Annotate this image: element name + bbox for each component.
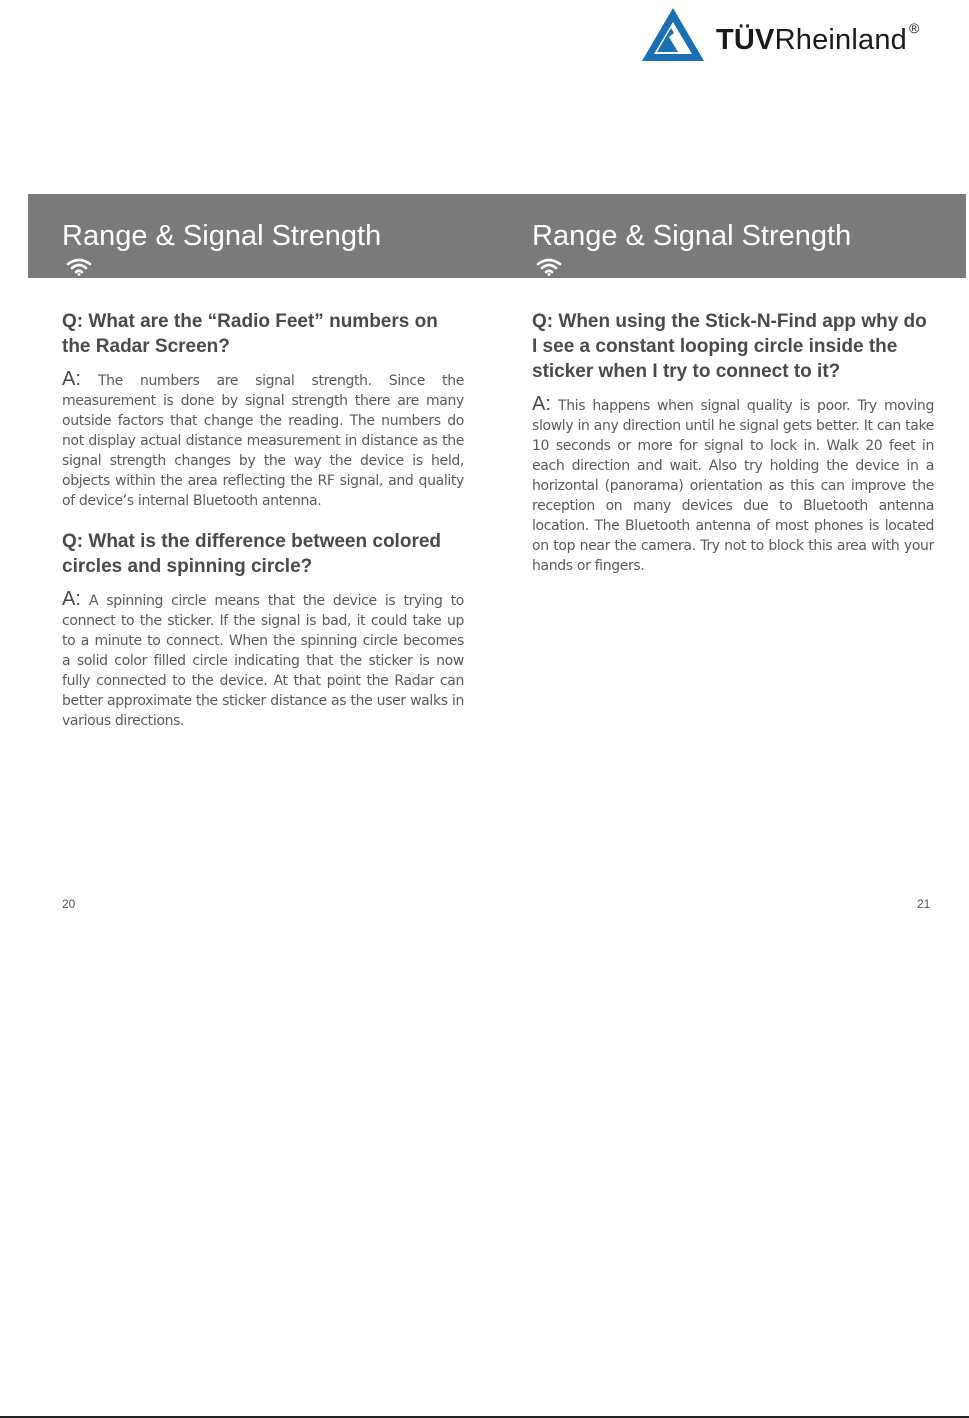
left-section-title: Range & Signal Strength [62, 220, 382, 252]
wifi-icon [66, 258, 92, 276]
logo-wordmark [716, 20, 920, 57]
logo-brand-rest: Rheinland [774, 24, 908, 56]
qa-block [62, 529, 464, 731]
qa-block [532, 309, 934, 576]
qa-block [62, 309, 464, 511]
wifi-icon [536, 258, 562, 276]
page-number-left: 20 [62, 897, 76, 911]
answer-body: This happens when signal quality is poor. Try moving slowly in any direction until he signal gets better. It can take 10 seconds or more for signal to lock in. Walk 20 feet in each direction and wait. Also try holding the device in a horizontal (panorama) orientation as this can improve the reception on many devices due to Bluetooth antenna location. The Bluetooth antenna of most phones is located on top near the camera. Try not to block this area with your hands or fingers. [532, 398, 934, 574]
answer-text [62, 589, 464, 731]
answer-prefix: A: [62, 368, 81, 390]
triangle-logo-icon [640, 6, 706, 62]
page-number-right: 21 [917, 897, 931, 911]
question-text: Q: When using the Stick-N-Find app why do I see a constant looping circle inside the sticker when I try to connect to it? [532, 311, 927, 382]
left-page-content [62, 309, 464, 749]
tuv-rheinland-logo [640, 6, 960, 64]
answer-body: The numbers are signal strength. Since the measurement is done by signal strength there are many outside factors that change the reading. The numbers do not display actual distance measurement in distance as the signal strength changes by the way the device is held, objects within the area reflecting the RF signal, and quality of device’s internal Bluetooth antenna. [62, 373, 464, 509]
question-text: Q: What is the difference between colored circles and spinning circle? [62, 531, 442, 577]
answer-prefix: A: [62, 588, 81, 610]
section-banner [28, 194, 966, 278]
answer-prefix: A: [532, 393, 551, 415]
right-section-title: Range & Signal Strength [532, 220, 852, 252]
registered-mark: ® [909, 20, 920, 36]
answer-text [62, 369, 464, 511]
question-text: Q: What are the “Radio Feet” numbers on the Radar Screen? [62, 311, 438, 357]
answer-text [532, 394, 934, 576]
answer-body: A spinning circle means that the device is trying to connect to the sticker. If the signal is bad, it could take up to a minute to connect. When the spinning circle becomes a solid color filled circle indicating that the sticker is now fully connected to the device. At that point the Radar can better approximate the sticker distance as the user walks in various directions. [62, 593, 464, 729]
right-page-content [532, 309, 934, 594]
logo-brand-bold: TÜV [716, 24, 775, 56]
